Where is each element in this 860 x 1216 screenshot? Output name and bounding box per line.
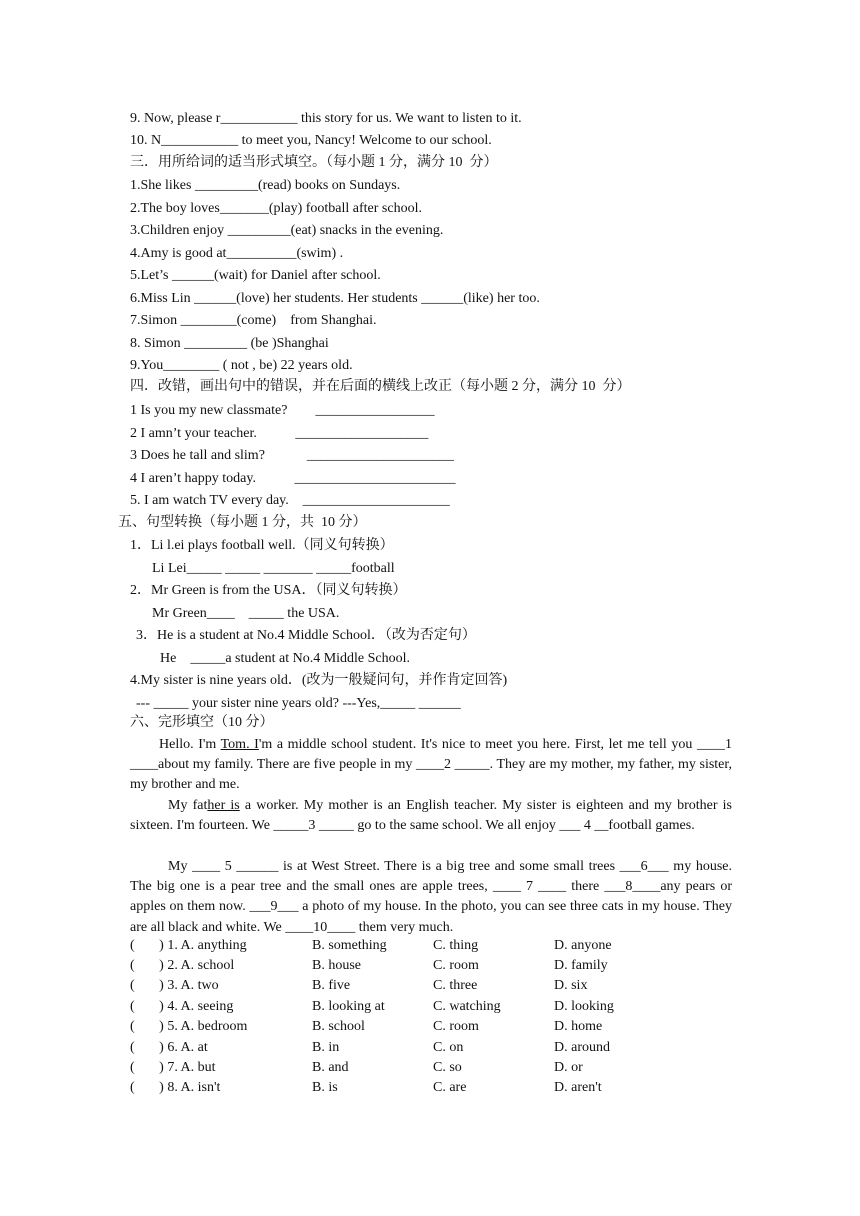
cloze-paragraph-2: My father is a worker. My mother is an English teacher. My sister is eighteen and my brother is sixteen. I'm fourteen. We _____3 _____ go to the same school. We all enjoy ___ 4 __football games.	[130, 798, 732, 834]
question-3-5: 5.Let’s ______(wait) for Daniel after school.	[130, 268, 381, 283]
question-2-10: 10. N___________ to meet you, Nancy! Welcome to our school.	[130, 133, 492, 148]
answer-5-4: --- _____ your sister nine years old? ---Yes,_____ ______	[136, 696, 461, 711]
question-5-2: 2．Mr Green is from the USA．（同义句转换）	[130, 583, 407, 598]
section-5-heading: 五、句型转换（每小题 1 分，共 10 分）	[118, 515, 367, 530]
question-5-4: 4.My sister is nine years old．(改为一般疑问句，并作肯定回答)	[130, 673, 508, 688]
question-3-4: 4.Amy is good at__________(swim) .	[130, 246, 344, 261]
question-4-3: 3 Does he tall and slim? _____________________	[130, 448, 454, 463]
section-3-heading: 三．用所给词的适当形式填空。（每小题 1 分，满分 10 分）	[130, 155, 498, 170]
section-4-heading: 四．改错，画出句中的错误，并在后面的横线上改正（每小题 2 分，满分 10 分）	[130, 379, 631, 394]
question-2-9: 9. Now, please r___________ this story for us. We want to listen to it.	[130, 111, 522, 126]
answer-5-2: Mr Green____ _____ the USA.	[152, 606, 340, 621]
question-3-3: 3.Children enjoy _________(eat) snacks in the evening.	[130, 223, 444, 238]
option-row-2: ( ) 2. A. school B. house C. room D. family	[130, 958, 608, 973]
question-5-3: 3．He is a student at No.4 Middle School．（改为否定句）	[136, 628, 476, 643]
question-3-7: 7.Simon ________(come) from Shanghai.	[130, 313, 377, 328]
cloze-paragraph-3: My ____ 5 ______ is at West Street. There is a big tree and some small trees ___6___ my house. The big one is a pear tree and the small ones are apple trees, ____ 7 ____ there ___8____any pears or apples on them now. ___9___ a photo of my house. In the photo, you can see three cats in my house. They are all black and white. We ____10____ them very much.	[130, 859, 732, 935]
option-row-6: ( ) 6. A. at B. in C. on D. around	[130, 1040, 610, 1055]
question-4-2: 2 I amn’t your teacher. ___________________	[130, 426, 429, 441]
question-3-9: 9.You________ ( not , be) 22 years old.	[130, 358, 353, 373]
option-row-7: ( ) 7. A. but B. and C. so D. or	[130, 1060, 583, 1075]
question-4-4: 4 I aren’t happy today. _______________________	[130, 471, 456, 486]
cloze-paragraph-1: Hello. I'm Tom. I'm a middle school student. It's nice to meet you here. First, let me tell you ____1 ____about my family. There are five people in my ____2 _____. They are my mother, my father, my sister, my brother and me.	[130, 737, 732, 793]
answer-5-1: Li Lei_____ _____ _______ _____football	[152, 561, 395, 576]
underlined-text: her is	[207, 798, 240, 813]
question-5-1: 1．Li l.ei plays football well.（同义句转换）	[130, 538, 394, 553]
question-4-5: 5. I am watch TV every day. _____________________	[130, 493, 450, 508]
underlined-text: Tom. I	[220, 737, 259, 752]
question-3-6: 6.Miss Lin ______(love) her students. Her students ______(like) her too.	[130, 291, 540, 306]
question-4-1: 1 Is you my new classmate? _________________	[130, 403, 435, 418]
option-row-3: ( ) 3. A. two B. five C. three D. six	[130, 978, 588, 993]
question-3-8: 8. Simon _________ (be )Shanghai	[130, 336, 329, 351]
option-row-5: ( ) 5. A. bedroom B. school C. room D. home	[130, 1019, 603, 1034]
option-row-1: ( ) 1. A. anything B. something C. thing D. anyone	[130, 938, 612, 953]
section-6-heading: 六、完形填空（10 分）	[130, 715, 274, 730]
option-row-8: ( ) 8. A. isn't B. is C. are D. aren't	[130, 1080, 602, 1095]
answer-5-3: He _____a student at No.4 Middle School.	[160, 651, 411, 666]
question-3-1: 1.She likes _________(read) books on Sundays.	[130, 178, 401, 193]
option-row-4: ( ) 4. A. seeing B. looking at C. watching D. looking	[130, 999, 614, 1014]
question-3-2: 2.The boy loves_______(play) football after school.	[130, 201, 422, 216]
